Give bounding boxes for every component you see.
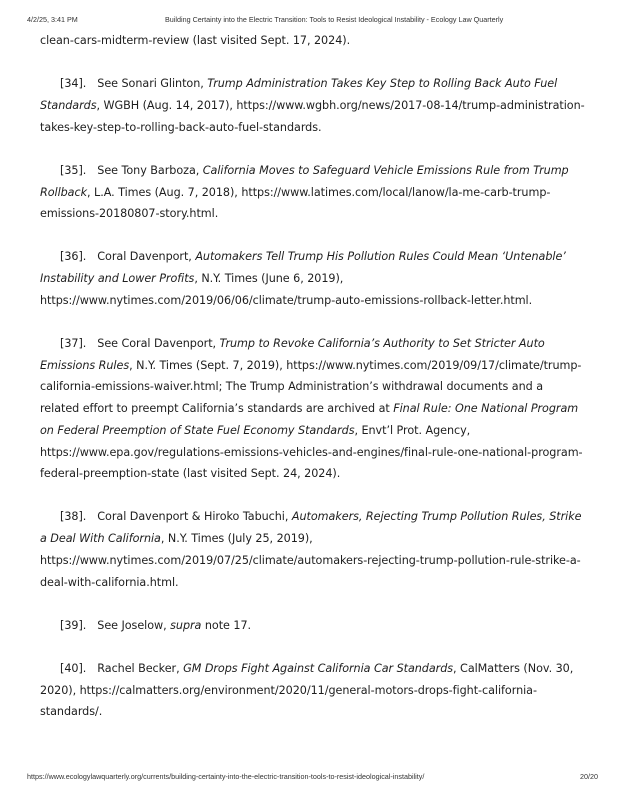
footnote-40 <box>40 658 585 723</box>
footnote-36 <box>40 246 585 311</box>
footnote-number[interactable]: [37]. <box>60 337 87 351</box>
footnote-39 <box>40 615 585 637</box>
footnote-number[interactable]: [38]. <box>60 510 87 524</box>
footnote-citation: , CalMatters (Nov. 30, 2020), https://calmatters.org/environment/2020/11/general-motors-drops-fight-california-standards/. <box>40 661 574 719</box>
footnote-lead: Coral Davenport, <box>97 250 196 264</box>
footnote-citation-secondary: , Envt’l Prot. Agency, https://www.epa.gov/regulations-emissions-vehicles-and-engines/final-rule-one-national-program-federal-preemption-state (last visited Sept. 24, 2024). <box>40 423 583 481</box>
footnote-citation: , N.Y. Times (Sept. 7, 2019), https://www.nytimes.com/2019/09/17/climate/trump-california-emissions-waiver.html; The Trump Administration’s withdrawal documents and a related effort to preempt California’s standards are archived at <box>40 358 582 416</box>
print-header <box>27 15 598 27</box>
footnote-lead: See Sonari Glinton, <box>97 77 208 91</box>
continuation-text: clean-cars-midterm-review (last visited Sept. 17, 2024). <box>40 34 351 47</box>
footnote-37 <box>40 333 585 485</box>
footnote-citation: , WGBH (Aug. 14, 2017), https://www.wgbh.org/news/2017-08-14/trump-administration-takes-key-step-to-rolling-back-auto-fuel-standards. <box>40 98 585 134</box>
footnote-title: Trump to Revoke California’s Authority to Set Stricter Auto Emissions Rules <box>40 337 545 372</box>
print-date: 4/2/25, 3:41 PM <box>27 15 78 24</box>
footnote-lead: Coral Davenport & Hiroko Tabuchi, <box>97 510 292 524</box>
footnotes-content <box>40 30 585 745</box>
footnote-number[interactable]: [35]. <box>60 163 87 177</box>
print-url: https://www.ecologylawquarterly.org/currents/building-certainty-into-the-electric-transition-tools-to-resist-ideological-instability/ <box>27 772 425 781</box>
footnote-lead: See Tony Barboza, <box>97 163 203 177</box>
footnote-number[interactable]: [39]. <box>60 618 87 632</box>
footnote-citation: , N.Y. Times (June 6, 2019), https://www.nytimes.com/2019/06/06/climate/trump-auto-emissions-rollback-letter.html. <box>40 272 533 307</box>
footnote-number[interactable]: [40]. <box>60 661 87 675</box>
footnote-citation: , L.A. Times (Aug. 7, 2018), https://www.latimes.com/local/lanow/la-me-carb-trump-emissions-20180807-story.html. <box>40 185 551 221</box>
footnote-title: Automakers, Rejecting Trump Pollution Rules, Strike a Deal With California <box>40 510 582 546</box>
footnote-35 <box>40 160 585 225</box>
footnote-title: California Moves to Safeguard Vehicle Emissions Rule from Trump Rollback <box>40 163 569 199</box>
print-page-title: Building Certainty into the Electric Transition: Tools to Resist Ideological Instability - Ecology Law Quarterly <box>165 15 504 24</box>
footnote-38 <box>40 506 585 593</box>
footnote-title-secondary: Final Rule: One National Program on Federal Preemption of State Fuel Economy Standards <box>40 402 579 437</box>
footnote-34 <box>40 73 585 138</box>
footnote-title: Automakers Tell Trump His Pollution Rules Could Mean ‘Untenable’ Instability and Lower Profits <box>40 250 566 286</box>
footnote-title: Trump Administration Takes Key Step to Rolling Back Auto Fuel Standards <box>40 77 558 112</box>
footnote-title: supra <box>170 618 202 632</box>
footnote-number[interactable]: [36]. <box>60 250 87 264</box>
footnote-citation: note 17. <box>201 618 252 632</box>
footnote-lead: See Joselow, <box>97 618 171 632</box>
footnote-lead: Rachel Becker, <box>97 661 184 675</box>
print-footer <box>27 772 598 784</box>
footnote-title: GM Drops Fight Against California Car Standards <box>183 661 454 675</box>
footnote-citation: , N.Y. Times (July 25, 2019), https://www.nytimes.com/2019/07/25/climate/automakers-rejecting-trump-pollution-rule-strike-a-deal-with-california.html. <box>40 532 581 589</box>
page-number: 20/20 <box>580 772 598 781</box>
footnote-lead: See Coral Davenport, <box>97 337 220 351</box>
footnote-number[interactable]: [34]. <box>60 77 87 91</box>
